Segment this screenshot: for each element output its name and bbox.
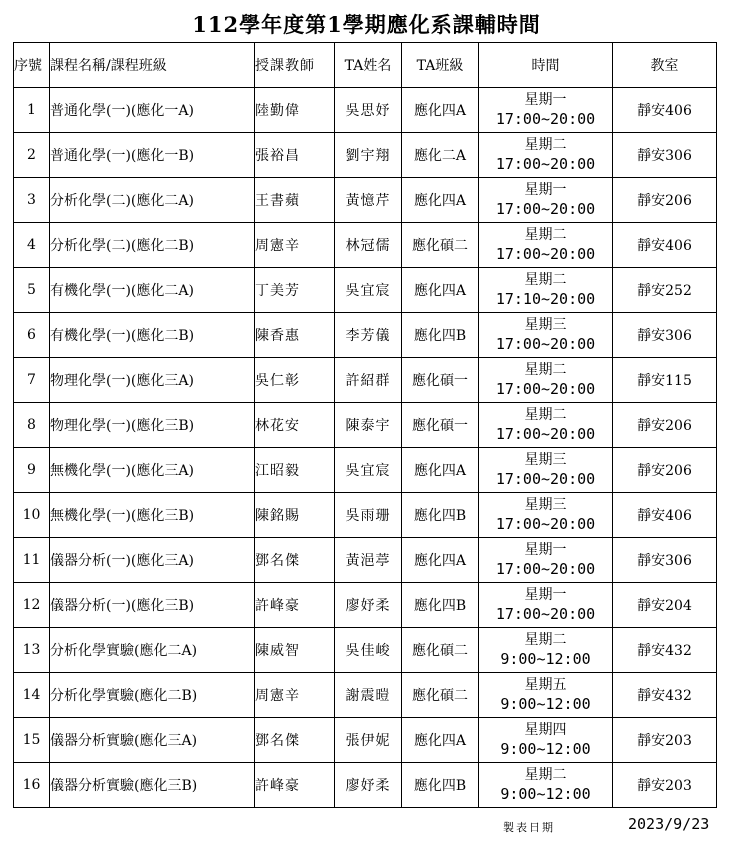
teacher-name: 鄧名傑 <box>255 718 335 763</box>
time-range: 17:00~20:00 <box>495 560 596 578</box>
ta-class: 應化碩一 <box>402 403 479 448</box>
course-name: 儀器分析(一)(應化三B) <box>50 583 255 628</box>
course-name: 有機化學(一)(應化二A) <box>50 268 255 313</box>
course-name: 普通化學(一)(應化一A) <box>50 88 255 133</box>
table-row <box>14 88 717 133</box>
ta-class: 應化四B <box>402 763 479 808</box>
time-cell <box>479 223 613 268</box>
table-row <box>14 763 717 808</box>
ta-class: 應化四B <box>402 583 479 628</box>
weekday: 星期三 <box>524 497 567 513</box>
time-range: 17:00~20:00 <box>495 380 596 398</box>
ta-name: 黃憶芹 <box>335 178 402 223</box>
time-cell <box>479 718 613 763</box>
table-row <box>14 313 717 358</box>
ta-class: 應化四A <box>402 448 479 493</box>
row-number: 7 <box>14 358 50 403</box>
classroom: 靜安306 <box>613 133 717 178</box>
classroom: 靜安252 <box>613 268 717 313</box>
time-cell <box>479 88 613 133</box>
row-number: 16 <box>14 763 50 808</box>
time-range: 17:00~20:00 <box>495 470 596 488</box>
time-cell <box>479 448 613 493</box>
weekday: 星期二 <box>524 632 567 648</box>
weekday: 星期二 <box>524 407 567 423</box>
classroom: 靜安432 <box>613 628 717 673</box>
time-cell <box>479 178 613 223</box>
time-cell <box>479 673 613 718</box>
time-range: 17:00~20:00 <box>495 155 596 173</box>
table-row <box>14 493 717 538</box>
table-row <box>14 538 717 583</box>
header-cell: 教室 <box>613 43 717 88</box>
row-number: 15 <box>14 718 50 763</box>
row-number: 6 <box>14 313 50 358</box>
ta-class: 應化四A <box>402 538 479 583</box>
ta-name: 吳佳峻 <box>335 628 402 673</box>
schedule-table <box>13 42 717 808</box>
table-row <box>14 718 717 763</box>
table-row <box>14 628 717 673</box>
time-range: 9:00~12:00 <box>500 740 591 758</box>
header-row <box>14 43 717 88</box>
weekday: 星期五 <box>524 677 567 693</box>
ta-name: 廖妤柔 <box>335 583 402 628</box>
ta-name: 張伊妮 <box>335 718 402 763</box>
table-row <box>14 178 717 223</box>
row-number: 9 <box>14 448 50 493</box>
row-number: 11 <box>14 538 50 583</box>
time-cell <box>479 493 613 538</box>
teacher-name: 陳威智 <box>255 628 335 673</box>
ta-name: 劉宇翔 <box>335 133 402 178</box>
time-cell <box>479 268 613 313</box>
ta-name: 吳思妤 <box>335 88 402 133</box>
teacher-name: 陳香惠 <box>255 313 335 358</box>
ta-name: 吳宜宸 <box>335 268 402 313</box>
classroom: 靜安432 <box>613 673 717 718</box>
teacher-name: 鄧名傑 <box>255 538 335 583</box>
document-title: 112學年度第1學期應化系課輔時間 <box>192 12 541 37</box>
time-range: 9:00~12:00 <box>500 695 591 713</box>
ta-name: 吳宜宸 <box>335 448 402 493</box>
ta-class: 應化二A <box>402 133 479 178</box>
row-number: 3 <box>14 178 50 223</box>
weekday: 星期二 <box>524 137 567 153</box>
weekday: 星期一 <box>524 587 567 603</box>
teacher-name: 許峰豪 <box>255 583 335 628</box>
teacher-name: 江昭毅 <box>255 448 335 493</box>
teacher-name: 許峰豪 <box>255 763 335 808</box>
header-cell: TA姓名 <box>335 43 402 88</box>
teacher-name: 林花安 <box>255 403 335 448</box>
time-cell <box>479 763 613 808</box>
ta-name: 謝震暟 <box>335 673 402 718</box>
header-cell: TA班級 <box>402 43 479 88</box>
weekday: 星期一 <box>524 542 567 558</box>
ta-class: 應化四A <box>402 178 479 223</box>
table-row <box>14 223 717 268</box>
ta-name: 陳泰宇 <box>335 403 402 448</box>
weekday: 星期二 <box>524 227 567 243</box>
weekday: 星期二 <box>524 767 567 783</box>
ta-class: 應化四A <box>402 718 479 763</box>
course-name: 分析化學實驗(應化二B) <box>50 673 255 718</box>
classroom: 靜安406 <box>613 88 717 133</box>
row-number: 2 <box>14 133 50 178</box>
time-range: 17:00~20:00 <box>495 605 596 623</box>
ta-class: 應化碩二 <box>402 223 479 268</box>
course-name: 物理化學(一)(應化三A) <box>50 358 255 403</box>
course-name: 無機化學(一)(應化三A) <box>50 448 255 493</box>
time-range: 17:00~20:00 <box>495 110 596 128</box>
course-name: 儀器分析(一)(應化三A) <box>50 538 255 583</box>
classroom: 靜安406 <box>613 493 717 538</box>
ta-class: 應化碩一 <box>402 358 479 403</box>
weekday: 星期四 <box>524 722 567 738</box>
course-name: 儀器分析實驗(應化三A) <box>50 718 255 763</box>
teacher-name: 陳銘賜 <box>255 493 335 538</box>
time-cell <box>479 583 613 628</box>
row-number: 8 <box>14 403 50 448</box>
classroom: 靜安206 <box>613 403 717 448</box>
classroom: 靜安206 <box>613 448 717 493</box>
footer-label: 製表日期 <box>503 821 555 834</box>
time-range: 9:00~12:00 <box>500 650 591 668</box>
table-row <box>14 448 717 493</box>
time-range: 17:00~20:00 <box>495 245 596 263</box>
course-name: 普通化學(一)(應化一B) <box>50 133 255 178</box>
time-range: 17:00~20:00 <box>495 200 596 218</box>
table-row <box>14 583 717 628</box>
table-row <box>14 358 717 403</box>
course-name: 分析化學(二)(應化二B) <box>50 223 255 268</box>
time-range: 17:00~20:00 <box>495 425 596 443</box>
classroom: 靜安203 <box>613 718 717 763</box>
time-range: 9:00~12:00 <box>500 785 591 803</box>
teacher-name: 周憲辛 <box>255 223 335 268</box>
ta-class: 應化碩二 <box>402 673 479 718</box>
course-name: 無機化學(一)(應化三B) <box>50 493 255 538</box>
classroom: 靜安306 <box>613 538 717 583</box>
teacher-name: 陸勤偉 <box>255 88 335 133</box>
header-cell: 序號 <box>14 43 50 88</box>
table-row <box>14 133 717 178</box>
teacher-name: 吳仁彰 <box>255 358 335 403</box>
weekday: 星期一 <box>524 92 567 108</box>
time-cell <box>479 133 613 178</box>
teacher-name: 王書蘋 <box>255 178 335 223</box>
time-range: 17:00~20:00 <box>495 515 596 533</box>
table-row <box>14 268 717 313</box>
row-number: 4 <box>14 223 50 268</box>
row-number: 12 <box>14 583 50 628</box>
course-name: 儀器分析實驗(應化三B) <box>50 763 255 808</box>
ta-name: 廖妤柔 <box>335 763 402 808</box>
weekday: 星期三 <box>524 452 567 468</box>
ta-class: 應化四B <box>402 493 479 538</box>
header-cell: 課程名稱/課程班級 <box>50 43 255 88</box>
weekday: 星期二 <box>524 362 567 378</box>
time-range: 17:10~20:00 <box>495 290 596 308</box>
ta-name: 黃浥葶 <box>335 538 402 583</box>
footer-date: 2023/9/23 <box>628 815 710 833</box>
time-cell <box>479 538 613 583</box>
row-number: 1 <box>14 88 50 133</box>
teacher-name: 丁美芳 <box>255 268 335 313</box>
ta-name: 許紹群 <box>335 358 402 403</box>
row-number: 13 <box>14 628 50 673</box>
classroom: 靜安204 <box>613 583 717 628</box>
classroom: 靜安306 <box>613 313 717 358</box>
time-cell <box>479 403 613 448</box>
ta-class: 應化碩二 <box>402 628 479 673</box>
ta-name: 吳雨珊 <box>335 493 402 538</box>
classroom: 靜安206 <box>613 178 717 223</box>
teacher-name: 周憲辛 <box>255 673 335 718</box>
row-number: 10 <box>14 493 50 538</box>
course-name: 物理化學(一)(應化三B) <box>50 403 255 448</box>
ta-class: 應化四A <box>402 88 479 133</box>
ta-name: 林冠儒 <box>335 223 402 268</box>
table-row <box>14 403 717 448</box>
course-name: 有機化學(一)(應化二B) <box>50 313 255 358</box>
course-name: 分析化學(二)(應化二A) <box>50 178 255 223</box>
teacher-name: 張裕昌 <box>255 133 335 178</box>
row-number: 5 <box>14 268 50 313</box>
time-range: 17:00~20:00 <box>495 335 596 353</box>
time-cell <box>479 628 613 673</box>
weekday: 星期三 <box>524 317 567 333</box>
time-cell <box>479 313 613 358</box>
header-cell: 時間 <box>479 43 613 88</box>
header-cell: 授課教師 <box>255 43 335 88</box>
course-name: 分析化學實驗(應化二A) <box>50 628 255 673</box>
classroom: 靜安406 <box>613 223 717 268</box>
time-cell <box>479 358 613 403</box>
weekday: 星期二 <box>524 272 567 288</box>
ta-class: 應化四B <box>402 313 479 358</box>
row-number: 14 <box>14 673 50 718</box>
ta-name: 李芳儀 <box>335 313 402 358</box>
weekday: 星期一 <box>524 182 567 198</box>
classroom: 靜安115 <box>613 358 717 403</box>
ta-class: 應化四A <box>402 268 479 313</box>
classroom: 靜安203 <box>613 763 717 808</box>
table-row <box>14 673 717 718</box>
